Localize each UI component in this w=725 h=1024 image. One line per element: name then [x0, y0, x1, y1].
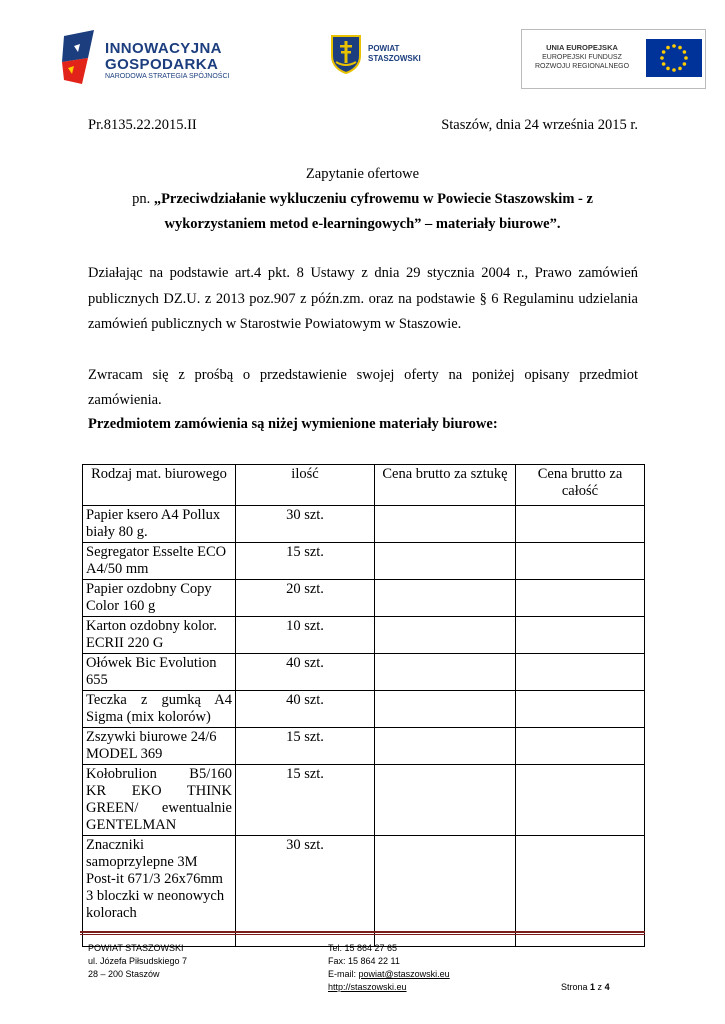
- footer-website-link[interactable]: http://staszowski.eu: [328, 982, 407, 992]
- table-row: [83, 728, 645, 765]
- item-total-price: [516, 617, 645, 654]
- item-total-price: [516, 836, 645, 947]
- item-total-price: [516, 691, 645, 728]
- table-row: [83, 691, 645, 728]
- item-name: Ołówek Bic Evolution 655: [83, 654, 236, 691]
- footer-tel: Tel: 15 864 27 65: [328, 943, 398, 953]
- item-quantity: 40 szt.: [236, 654, 375, 691]
- item-name: Zszywki biurowe 24/6 MODEL 369: [83, 728, 236, 765]
- item-unit-price: [375, 691, 516, 728]
- eu-star-icon: [683, 62, 687, 66]
- ig-mark-icon: [60, 28, 102, 86]
- ig-title-line2: GOSPODARKA: [105, 56, 219, 73]
- subject-line1: [0, 189, 725, 209]
- paragraph3: Przedmiotem zamówienia są niżej wymienione materiały biurowe:: [88, 416, 498, 432]
- eu-star-icon: [660, 56, 664, 60]
- footer-email-link[interactable]: powiat@staszowski.eu: [358, 969, 450, 979]
- item-name: Teczka z gumką A4 Sigma (mix kolorów): [83, 691, 236, 728]
- table-row: [83, 506, 645, 543]
- table-row: [83, 765, 645, 836]
- item-name: Kołobrulion B5/160 KR EKO THINK GREEN/ ewentualnie GENTELMAN: [83, 765, 236, 836]
- materials-table: [82, 464, 645, 947]
- eu-star-icon: [666, 67, 670, 71]
- eu-star-icon: [662, 62, 666, 66]
- item-quantity: 30 szt.: [236, 506, 375, 543]
- item-unit-price: [375, 836, 516, 947]
- table-row: [83, 836, 645, 947]
- eu-star-icon: [678, 46, 682, 50]
- item-name: Papier ksero A4 Pollux biały 80 g.: [83, 506, 236, 543]
- footer-fax: Fax: 15 864 22 11: [328, 956, 400, 966]
- paragraph1-line1: Działając na podstawie art.4 pkt. 8 Ustawy z dnia 29 stycznia 2004 r., Prawo zamówień: [88, 265, 638, 281]
- header-type: Rodzaj mat. biurowego: [83, 465, 236, 506]
- item-unit-price: [375, 765, 516, 836]
- item-name: Znaczniki samoprzylepne 3M Post-it 671/3 26x76mm 3 bloczki w neonowych kolorach: [83, 836, 236, 947]
- document-title: Zapytanie ofertowe: [305, 166, 420, 182]
- item-name: Karton ozdobny kolor. ECRII 220 G: [83, 617, 236, 654]
- coat-of-arms-icon: [330, 34, 362, 74]
- item-quantity: 30 szt.: [236, 836, 375, 947]
- reference-number: Pr.8135.22.2015.II: [88, 117, 197, 133]
- item-total-price: [516, 654, 645, 691]
- item-unit-price: [375, 728, 516, 765]
- header-total-price: Cena brutto za całość: [516, 465, 645, 506]
- header-unit-price: Cena brutto za sztukę: [375, 465, 516, 506]
- item-quantity: 10 szt.: [236, 617, 375, 654]
- powiat-staszowski-logo: [330, 34, 450, 78]
- place-and-date: Staszów, dnia 24 września 2015 r.: [441, 117, 638, 133]
- eu-flag-icon: [646, 39, 702, 77]
- page-current: 1: [590, 982, 596, 992]
- subject-prefix: pn.: [132, 191, 154, 207]
- subject-bold-1: „Przeciwdziałanie wykluczeniu cyfrowemu w Powiecie Staszowskim - z: [153, 191, 593, 207]
- eu-star-icon: [672, 68, 676, 72]
- footer-org: POWIAT STASZOWSKI: [88, 943, 184, 953]
- item-unit-price: [375, 543, 516, 580]
- footer-street: ul. Józefa Piłsudskiego 7: [88, 956, 188, 966]
- footer-email-line: [328, 968, 450, 981]
- table-row: [83, 654, 645, 691]
- eu-line3: ROZWOJU REGIONALNEGO: [534, 63, 630, 70]
- item-quantity: 15 szt.: [236, 765, 375, 836]
- eu-star-icon: [662, 50, 666, 54]
- subject-line2: wykorzystaniem metod e-learningowych” – materiały biurowe”.: [164, 216, 561, 232]
- page-indicator: Strona 1 z 4: [561, 982, 610, 992]
- paragraph2-line1: Zwracam się z prośbą o przedstawienie swojej oferty na poniżej opisany przedmiot: [88, 367, 638, 383]
- item-quantity: 15 szt.: [236, 728, 375, 765]
- item-name: Papier ozdobny Copy Color 160 g: [83, 580, 236, 617]
- item-total-price: [516, 506, 645, 543]
- item-total-price: [516, 580, 645, 617]
- item-total-price: [516, 728, 645, 765]
- eu-line1: UNIA EUROPEJSKA: [546, 43, 618, 52]
- item-unit-price: [375, 506, 516, 543]
- footer-email-label: E-mail:: [328, 969, 359, 979]
- footer-divider: [80, 931, 645, 933]
- item-total-price: [516, 765, 645, 836]
- footer-divider-thin: [80, 934, 645, 935]
- innowacyjna-gospodarka-logo: [60, 28, 260, 88]
- table-row: [83, 580, 645, 617]
- eu-star-icon: [672, 44, 676, 48]
- item-quantity: 40 szt.: [236, 691, 375, 728]
- eu-star-icon: [683, 50, 687, 54]
- header-quantity: ilość: [236, 465, 375, 506]
- eu-logo: [521, 29, 706, 89]
- paragraph1-line2: publicznych DZ.U. z 2013 poz.907 z późn.zm. oraz na podstawie § 6 Regulaminu udzielania: [88, 291, 638, 307]
- eu-star-icon: [666, 46, 670, 50]
- item-unit-price: [375, 580, 516, 617]
- eu-star-icon: [684, 56, 688, 60]
- item-unit-price: [375, 617, 516, 654]
- eu-star-icon: [678, 67, 682, 71]
- item-unit-price: [375, 654, 516, 691]
- table-header-row: [83, 465, 645, 506]
- table-row: [83, 543, 645, 580]
- powiat-line2: STASZOWSKI: [368, 54, 421, 63]
- item-total-price: [516, 543, 645, 580]
- page-total: 4: [604, 982, 610, 992]
- item-quantity: 15 szt.: [236, 543, 375, 580]
- footer-city: 28 – 200 Staszów: [88, 969, 160, 979]
- table-row: [83, 617, 645, 654]
- item-name: Segregator Esselte ECO A4/50 mm: [83, 543, 236, 580]
- ig-title-line1: INNOWACYJNA: [105, 40, 222, 57]
- ig-subtitle: NARODOWA STRATEGIA SPÓJNOŚCI: [105, 73, 230, 80]
- powiat-line1: POWIAT: [368, 44, 400, 53]
- eu-line2: EUROPEJSKI FUNDUSZ: [542, 54, 622, 61]
- paragraph2-line2: zamówienia.: [88, 392, 162, 408]
- paragraph1-line3: zamówień publicznych w Starostwie Powiatowym w Staszowie.: [88, 316, 462, 332]
- item-quantity: 20 szt.: [236, 580, 375, 617]
